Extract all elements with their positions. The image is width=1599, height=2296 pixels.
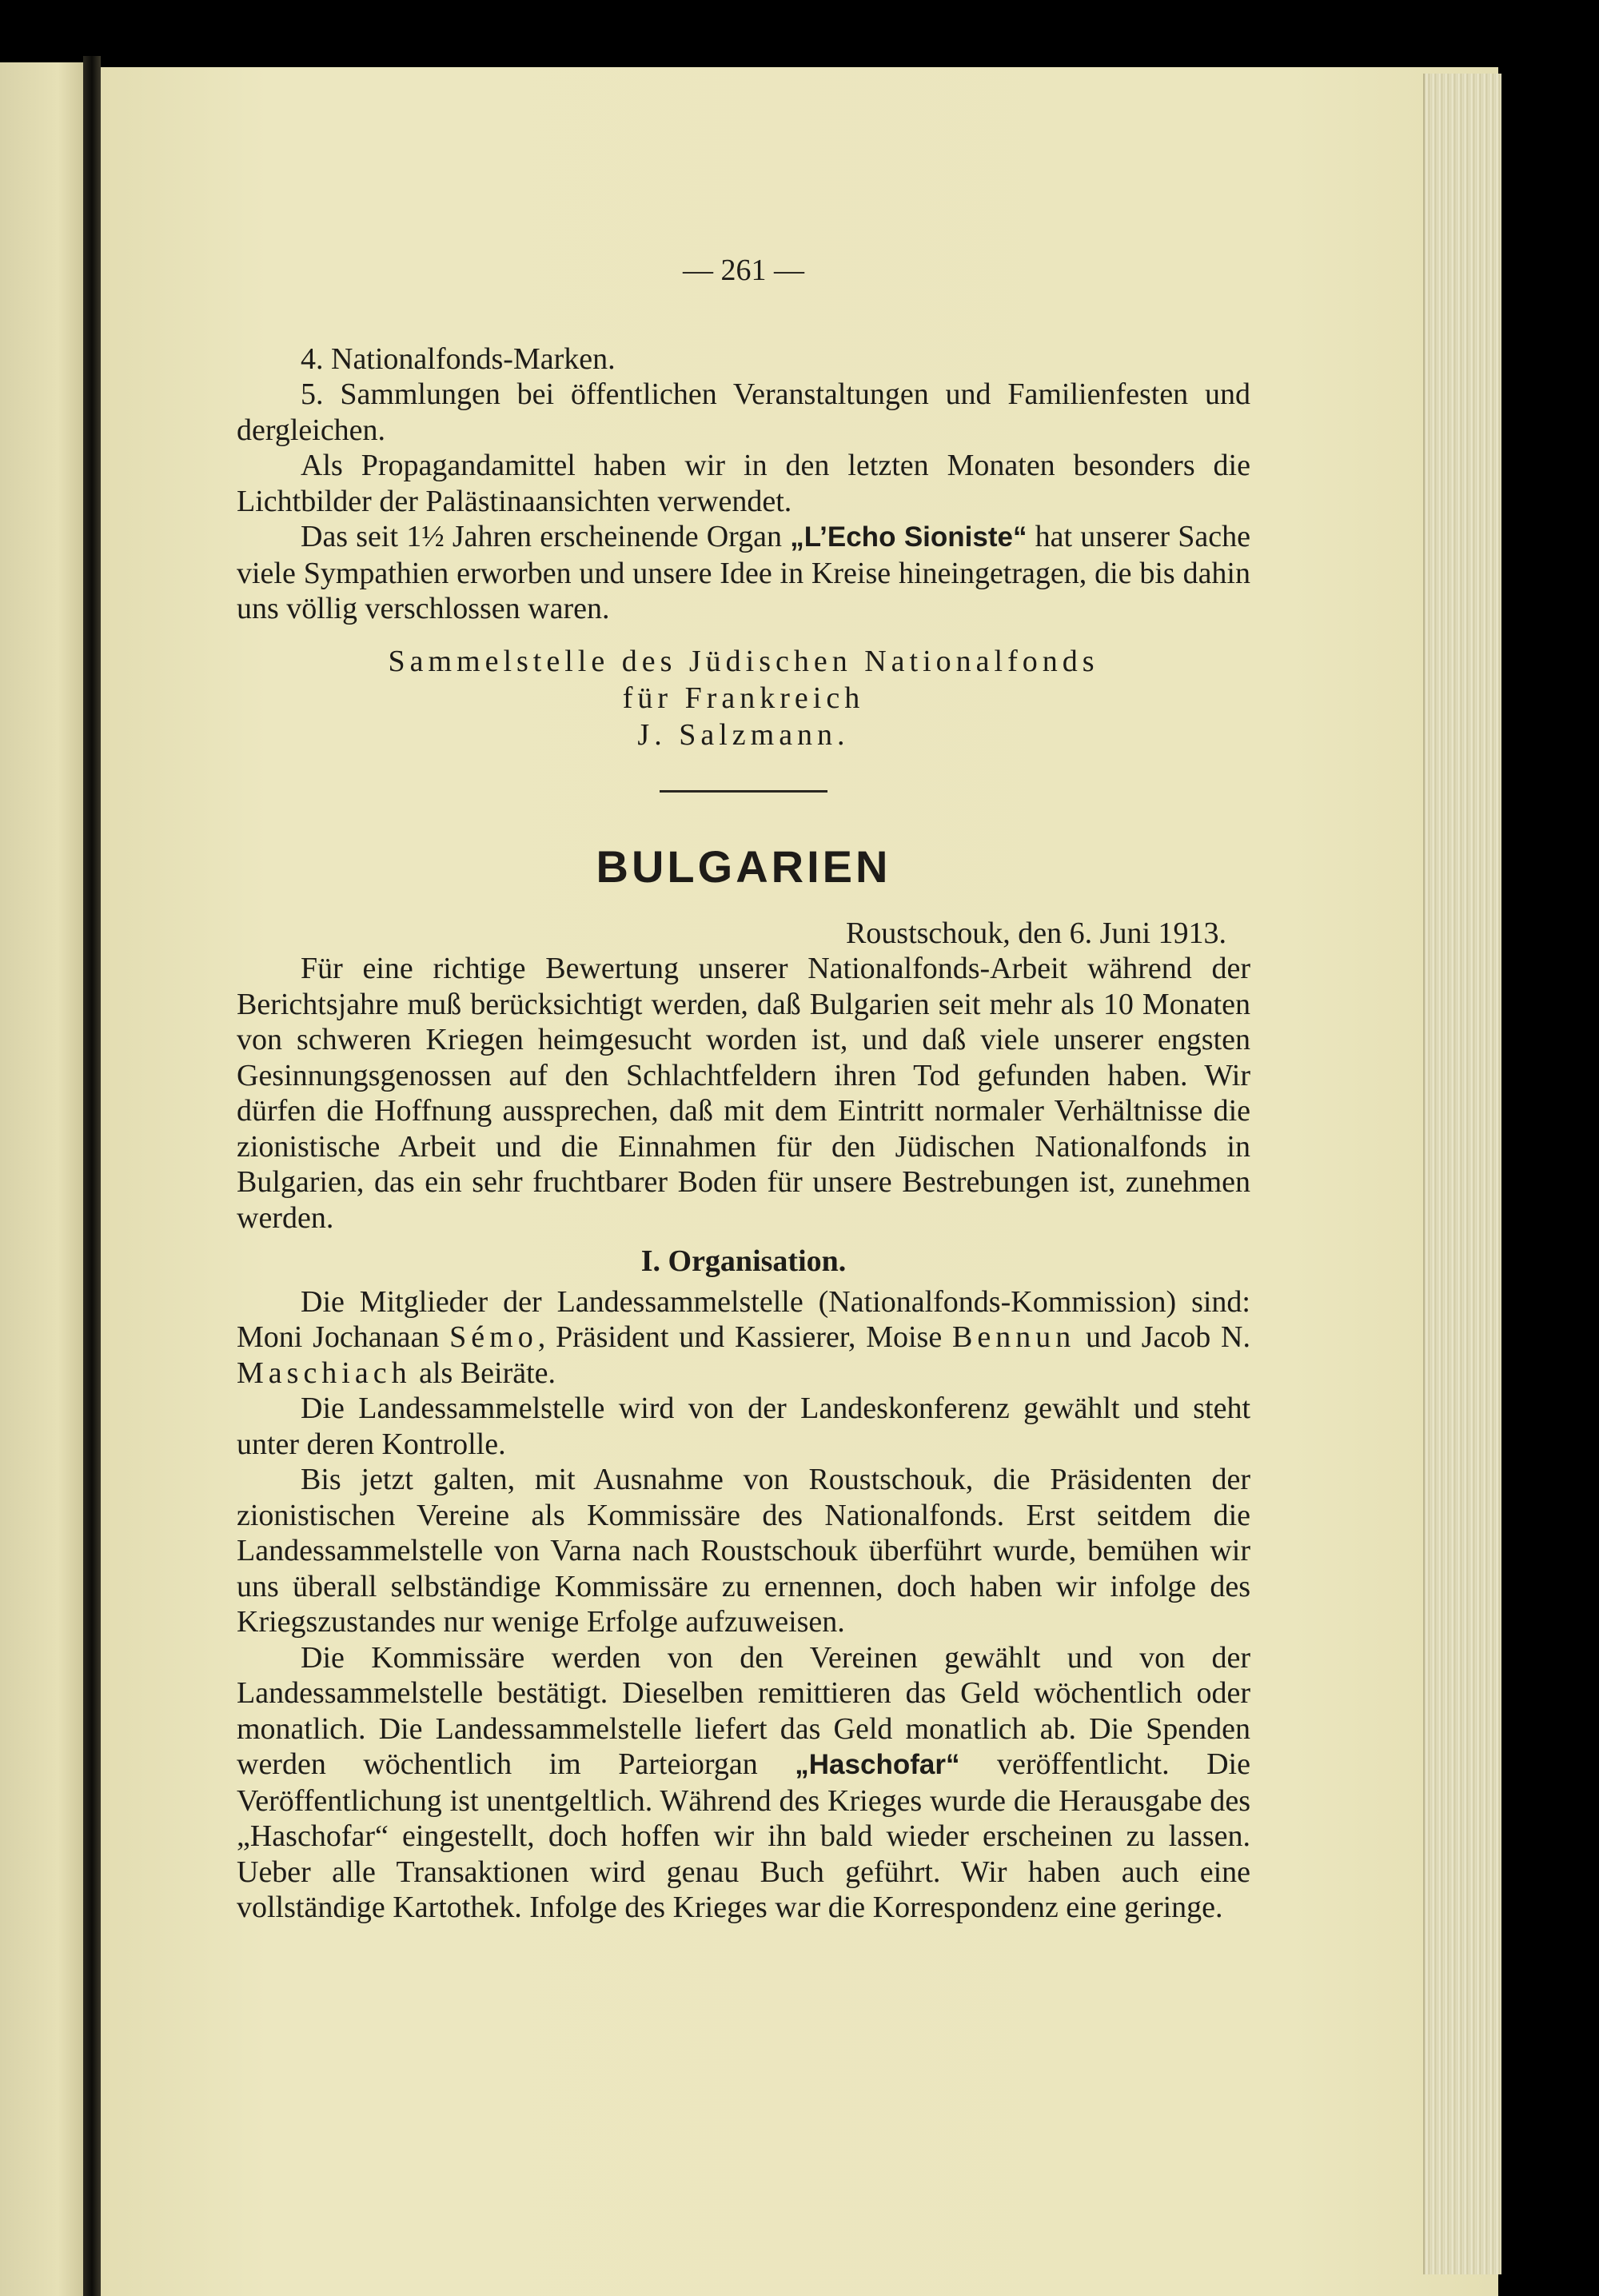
members-text-3: und Jacob N. [1075, 1320, 1250, 1354]
signature-block [237, 643, 1250, 753]
dateline: Roustschouk, den 6. Juni 1913. [845, 916, 1226, 950]
left-page-edge [0, 62, 83, 2296]
paragraph-echo-start: Das seit 1½ Jahren erscheinende Organ [301, 520, 791, 553]
members-text-1: Die Mitglieder der Landessammelstelle (Nationalfonds-Kommission) sind: Moni Jochanaan [237, 1284, 1250, 1354]
subsection-title: I. Organisation. [640, 1244, 847, 1278]
paragraph-members [237, 1284, 1250, 1392]
signature-line-2: für Frankreich [622, 681, 865, 715]
signature-line-1: Sammelstelle des Jüdischen Nationalfonds [388, 644, 1099, 678]
members-text-4: als Beiräte. [411, 1356, 556, 1390]
paragraph-echo-sioniste [237, 519, 1250, 627]
list-item-5: 5. Sammlungen bei öffentlichen Veranstaltungen und Familienfesten und dergleichen. [237, 377, 1250, 447]
paragraph-propaganda: Als Propagandamittel haben wir in den letzten Monaten besonders die Lichtbilder der Palästinaansichten verwendet. [237, 449, 1250, 518]
paragraph-intro: Für eine richtige Bewertung unserer Nationalfonds-Arbeit während der Berichtsjahre muß berücksichtigt werden, daß Bulgarien seit mehr als 10 Monaten von schweren Kriegen heimgesucht worden ist, und daß viele unserer engsten Gesinnungsgenossen auf den Schlachtfeldern ihren Tod gefunden haben. Wir dürfen die Hoffnung aussprechen, daß mit dem Eintritt normaler Verhältnisse die zionistische Arbeit und die Einnahmen für den Jüdischen Nationalfonds in Bulgarien, das ein sehr fruchtbarer Boden für unsere Bestrebungen ist, zunehmen werden. [237, 952, 1250, 1235]
page-content [237, 253, 1250, 1926]
members-text-2: , Präsident und Kassierer, Moise [537, 1320, 952, 1354]
signature-line-3: J. Salzmann. [637, 717, 850, 752]
section-divider [660, 790, 827, 793]
paragraph-commissioners: Bis jetzt galten, mit Ausnahme von Roustschouk, die Präsidenten der zionistischen Vereine als Kommissäre des Nationalfonds. Erst seitdem die Landessammelstelle von Varna nach Roustschouk überführt wurde, bemühen wir uns überall selbständige Kommissäre zu ernennen, doch haben wir infolge des Kriegszustandes nur wenige Erfolge aufzuweisen. [237, 1463, 1250, 1639]
section-title: BULGARIEN [596, 841, 891, 892]
name-maschiach: Maschiach [237, 1356, 412, 1390]
paragraph-echo-end: hat unserer Sache viele Sympathien erworben und unsere Idee in Kreise hineingetragen, die bis dahin uns völlig verschlossen waren. [237, 520, 1250, 625]
list-item-4: 4. Nationalfonds-Marken. [301, 341, 616, 376]
name-bennun: Bennun [951, 1320, 1076, 1354]
haschofar-title: „Haschofar“ [795, 1749, 960, 1780]
echo-sioniste-title: „L’Echo Sioniste“ [790, 521, 1027, 553]
page-number: — 261 — [683, 254, 804, 287]
book-gutter [83, 56, 101, 2296]
paragraph-elected: Die Landessammelstelle wird von der Landeskonferenz gewählt und steht unter deren Kontrolle. [237, 1392, 1250, 1461]
haschofar-text-2: veröffentlicht. Die Veröffentlichung ist unentgeltlich. Während des Krieges wurde die Herausgabe des „Haschofar“ eingestellt, doch hoffen wir ihn bald wieder erscheinen zu lassen. Ueber alle Transaktionen wird genau Buch geführt. Wir haben auch eine vollständige Kartothek. Infolge des Krieges war die Korrespondenz eine geringe. [237, 1747, 1250, 1924]
haschofar-text-1: Die Kommissäre werden von den Vereinen gewählt und von der Landessammelstelle bestätigt. Dieselben remittieren das Geld wöchentlich oder monatlich. Die Landessammelstelle liefert das Geld monatlich ab. Die Spenden werden wöchentlich im Parteiorgan [237, 1640, 1250, 1781]
page-edges [1423, 74, 1501, 2274]
name-semo: Sémo [449, 1320, 538, 1354]
paragraph-haschofar [237, 1640, 1250, 1926]
